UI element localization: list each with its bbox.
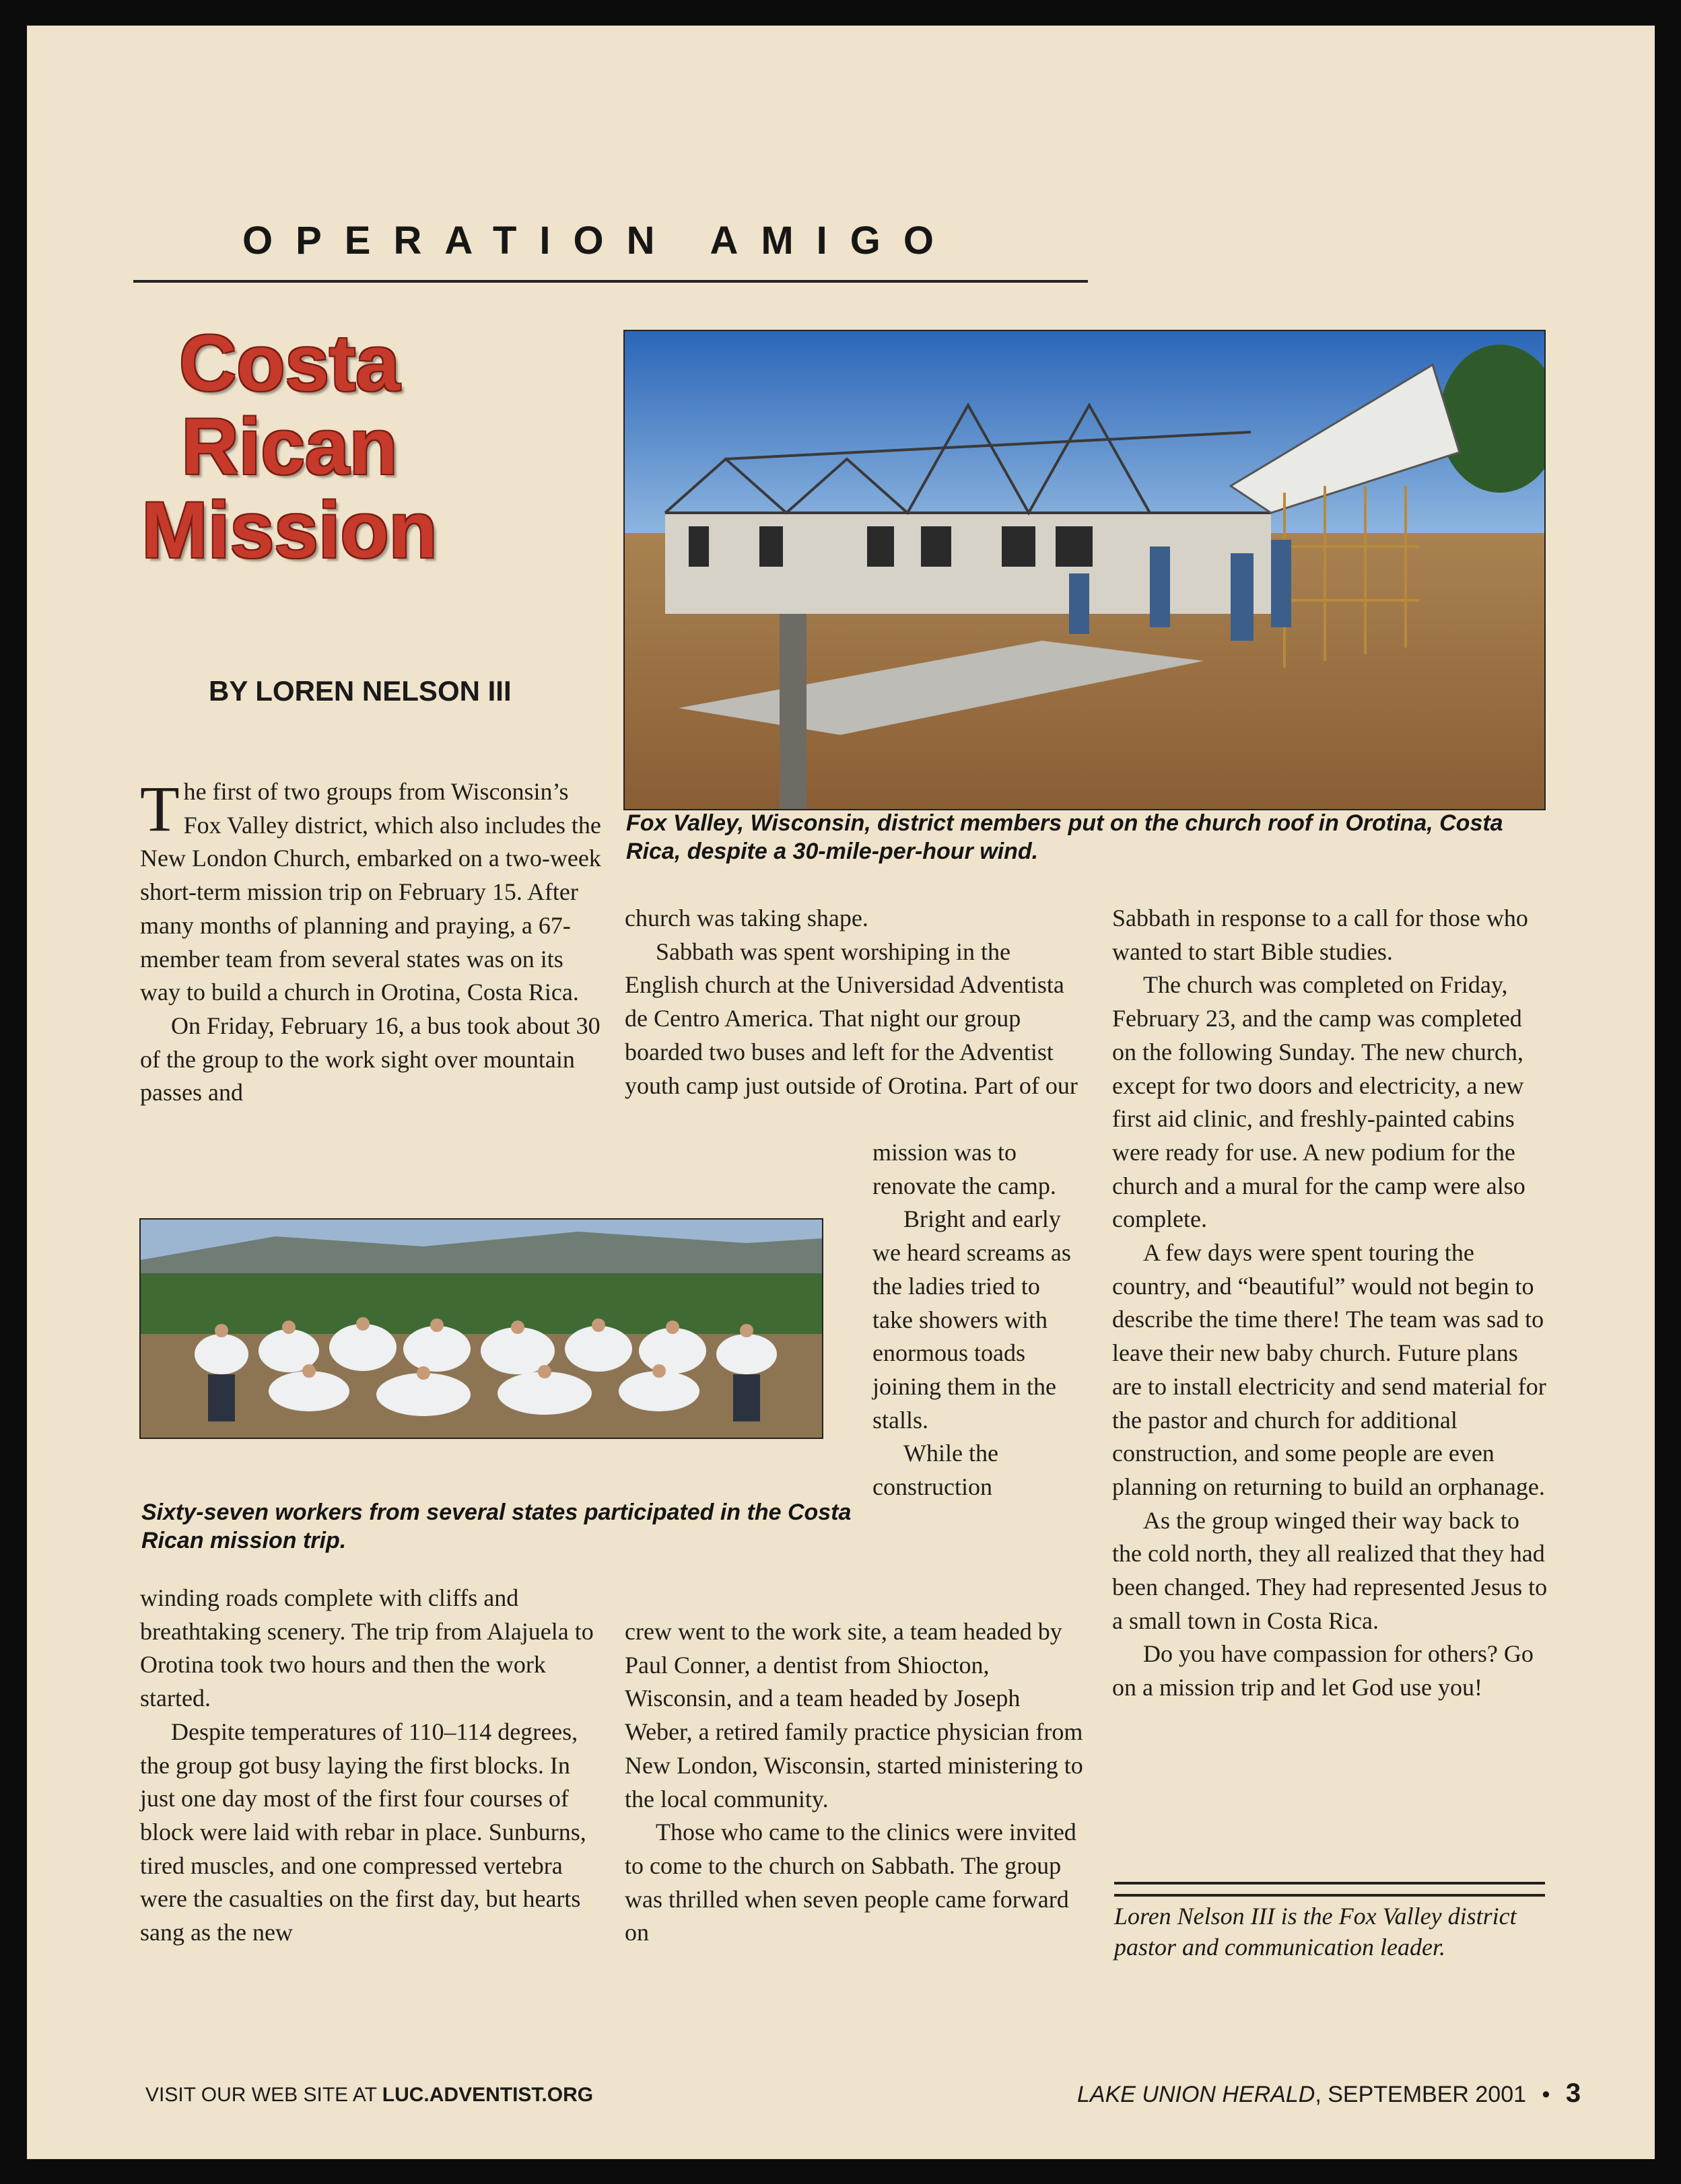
paragraph: Do you have compassion for others? Go on a mission trip and let God use you! — [1112, 1640, 1534, 1701]
byline: BY LOREN NELSON III — [209, 675, 512, 707]
title-line: Mission — [141, 486, 438, 575]
paragraph: On Friday, February 16, a bus took about 30 of the group to the work sight over mountain passes and — [140, 1012, 601, 1106]
column-2-narrow — [872, 1136, 1074, 1504]
website-link[interactable]: LUC.ADVENTIST.ORG — [382, 2084, 594, 2106]
column-2-bottom — [625, 1615, 1089, 1950]
church-construction-photo — [623, 330, 1546, 810]
paragraph: Those who came to the clinics were invited to come to the church on Sabbath. The group was thrilled when seven people came forward on — [625, 1819, 1076, 1946]
author-bio: Loren Nelson III is the Fox Valley district pastor and communication leader. — [1114, 1903, 1517, 1961]
paragraph: While the construction — [872, 1440, 998, 1501]
column-1-bottom — [140, 1582, 605, 1950]
footer-bullet: • — [1542, 2082, 1550, 2107]
column-2-top — [625, 902, 1089, 1102]
column-3 — [1112, 902, 1550, 1705]
footer-issue — [1077, 2078, 1581, 2109]
group-photo — [139, 1218, 823, 1439]
section-title: OPERATION AMIGO — [242, 219, 957, 262]
photo2-caption: Sixty-seven workers from several states participated in the Costa Rican mission trip. — [141, 1500, 852, 1553]
paragraph: As the group winged their way back to the cold north, they all realized that they had been changed. They had represented Jesus to a small town in Costa Rica. — [1112, 1506, 1548, 1634]
paragraph: church was taking shape. — [625, 905, 868, 931]
paragraph: The first of two groups from Wisconsin’s Fox Valley district, which also includes the New London Church, embarked on a two-week short-term mission trip on February 15. After many months of planning and praying, a 67-member team from several states was on its way to build a church in Orotina, Costa Rica. — [140, 773, 601, 1006]
paragraph: winding roads complete with cliffs and breathtaking scenery. The trip from Alajuela to Orotina took two hours and then the work started. — [140, 1584, 594, 1712]
dropcap: T — [140, 773, 180, 845]
footer-website — [145, 2084, 593, 2107]
paragraph: A few days were spent touring the country, and “beautiful” would not begin to describe the time there! The team was sad to leave their new baby church. Future plans are to install electricity and send material for the pastor and church for additional construction, and some people are even planning on returning to build an orphanage. — [1112, 1239, 1546, 1500]
page-number: 3 — [1565, 2078, 1581, 2108]
paragraph: The church was completed on Friday, February 23, and the camp was completed on the following Sunday. The new church, except for two doors and electricity, a new first aid clinic, and freshly-painted cabins were ready for use. A new podium for the church and a mural for the camp were also complete. — [1112, 971, 1525, 1233]
issue-date: , SEPTEMBER 2001 — [1315, 2082, 1527, 2107]
section-header — [133, 197, 1088, 283]
paragraph: Despite temperatures of 110–114 degrees, the group got busy laying the first blocks. In just one day most of the first four courses of block were laid with rebar in place. Sunburns, tired muscles, and one compressed vertebra were the casualties on the first day, but hearts sang as the new — [140, 1718, 586, 1946]
footer-website-label: VISIT OUR WEB SITE AT — [145, 2084, 382, 2106]
magazine-page — [27, 26, 1655, 2159]
magazine-name: LAKE UNION HERALD — [1077, 2082, 1315, 2107]
photo1-caption: Fox Valley, Wisconsin, district members put on the church roof in Orotina, Costa Rica, despite a 30-mile-per-hour wind. — [626, 810, 1503, 864]
column-1-top — [140, 775, 605, 1110]
title-line: Costa — [179, 319, 400, 408]
paragraph: mission was to renovate the camp. — [872, 1139, 1056, 1199]
paragraph: Sabbath in response to a call for those who wanted to start Bible studies. — [1112, 905, 1528, 965]
paragraph: crew went to the work site, a team headed by Paul Conner, a dentist from Shiocton, Wisconsin, and a team headed by Joseph Weber, a retired family practice physician from New London, Wisconsin, started ministering to the local community. — [625, 1618, 1083, 1812]
bio-divider — [1114, 1882, 1545, 1897]
photo-image — [141, 1220, 822, 1438]
title-line: Rican — [181, 402, 398, 491]
photo-image — [625, 331, 1544, 809]
paragraph: Sabbath was spent worshiping in the English church at the Universidad Adventista de Centro America. That night our group boarded two buses and left for the Adventist youth camp just outside of Orotina. Part of our — [625, 938, 1078, 1099]
article-title — [135, 319, 444, 575]
paragraph: Bright and early we heard screams as the ladies tried to take showers with enormous toads joining them in the stalls. — [872, 1205, 1071, 1434]
